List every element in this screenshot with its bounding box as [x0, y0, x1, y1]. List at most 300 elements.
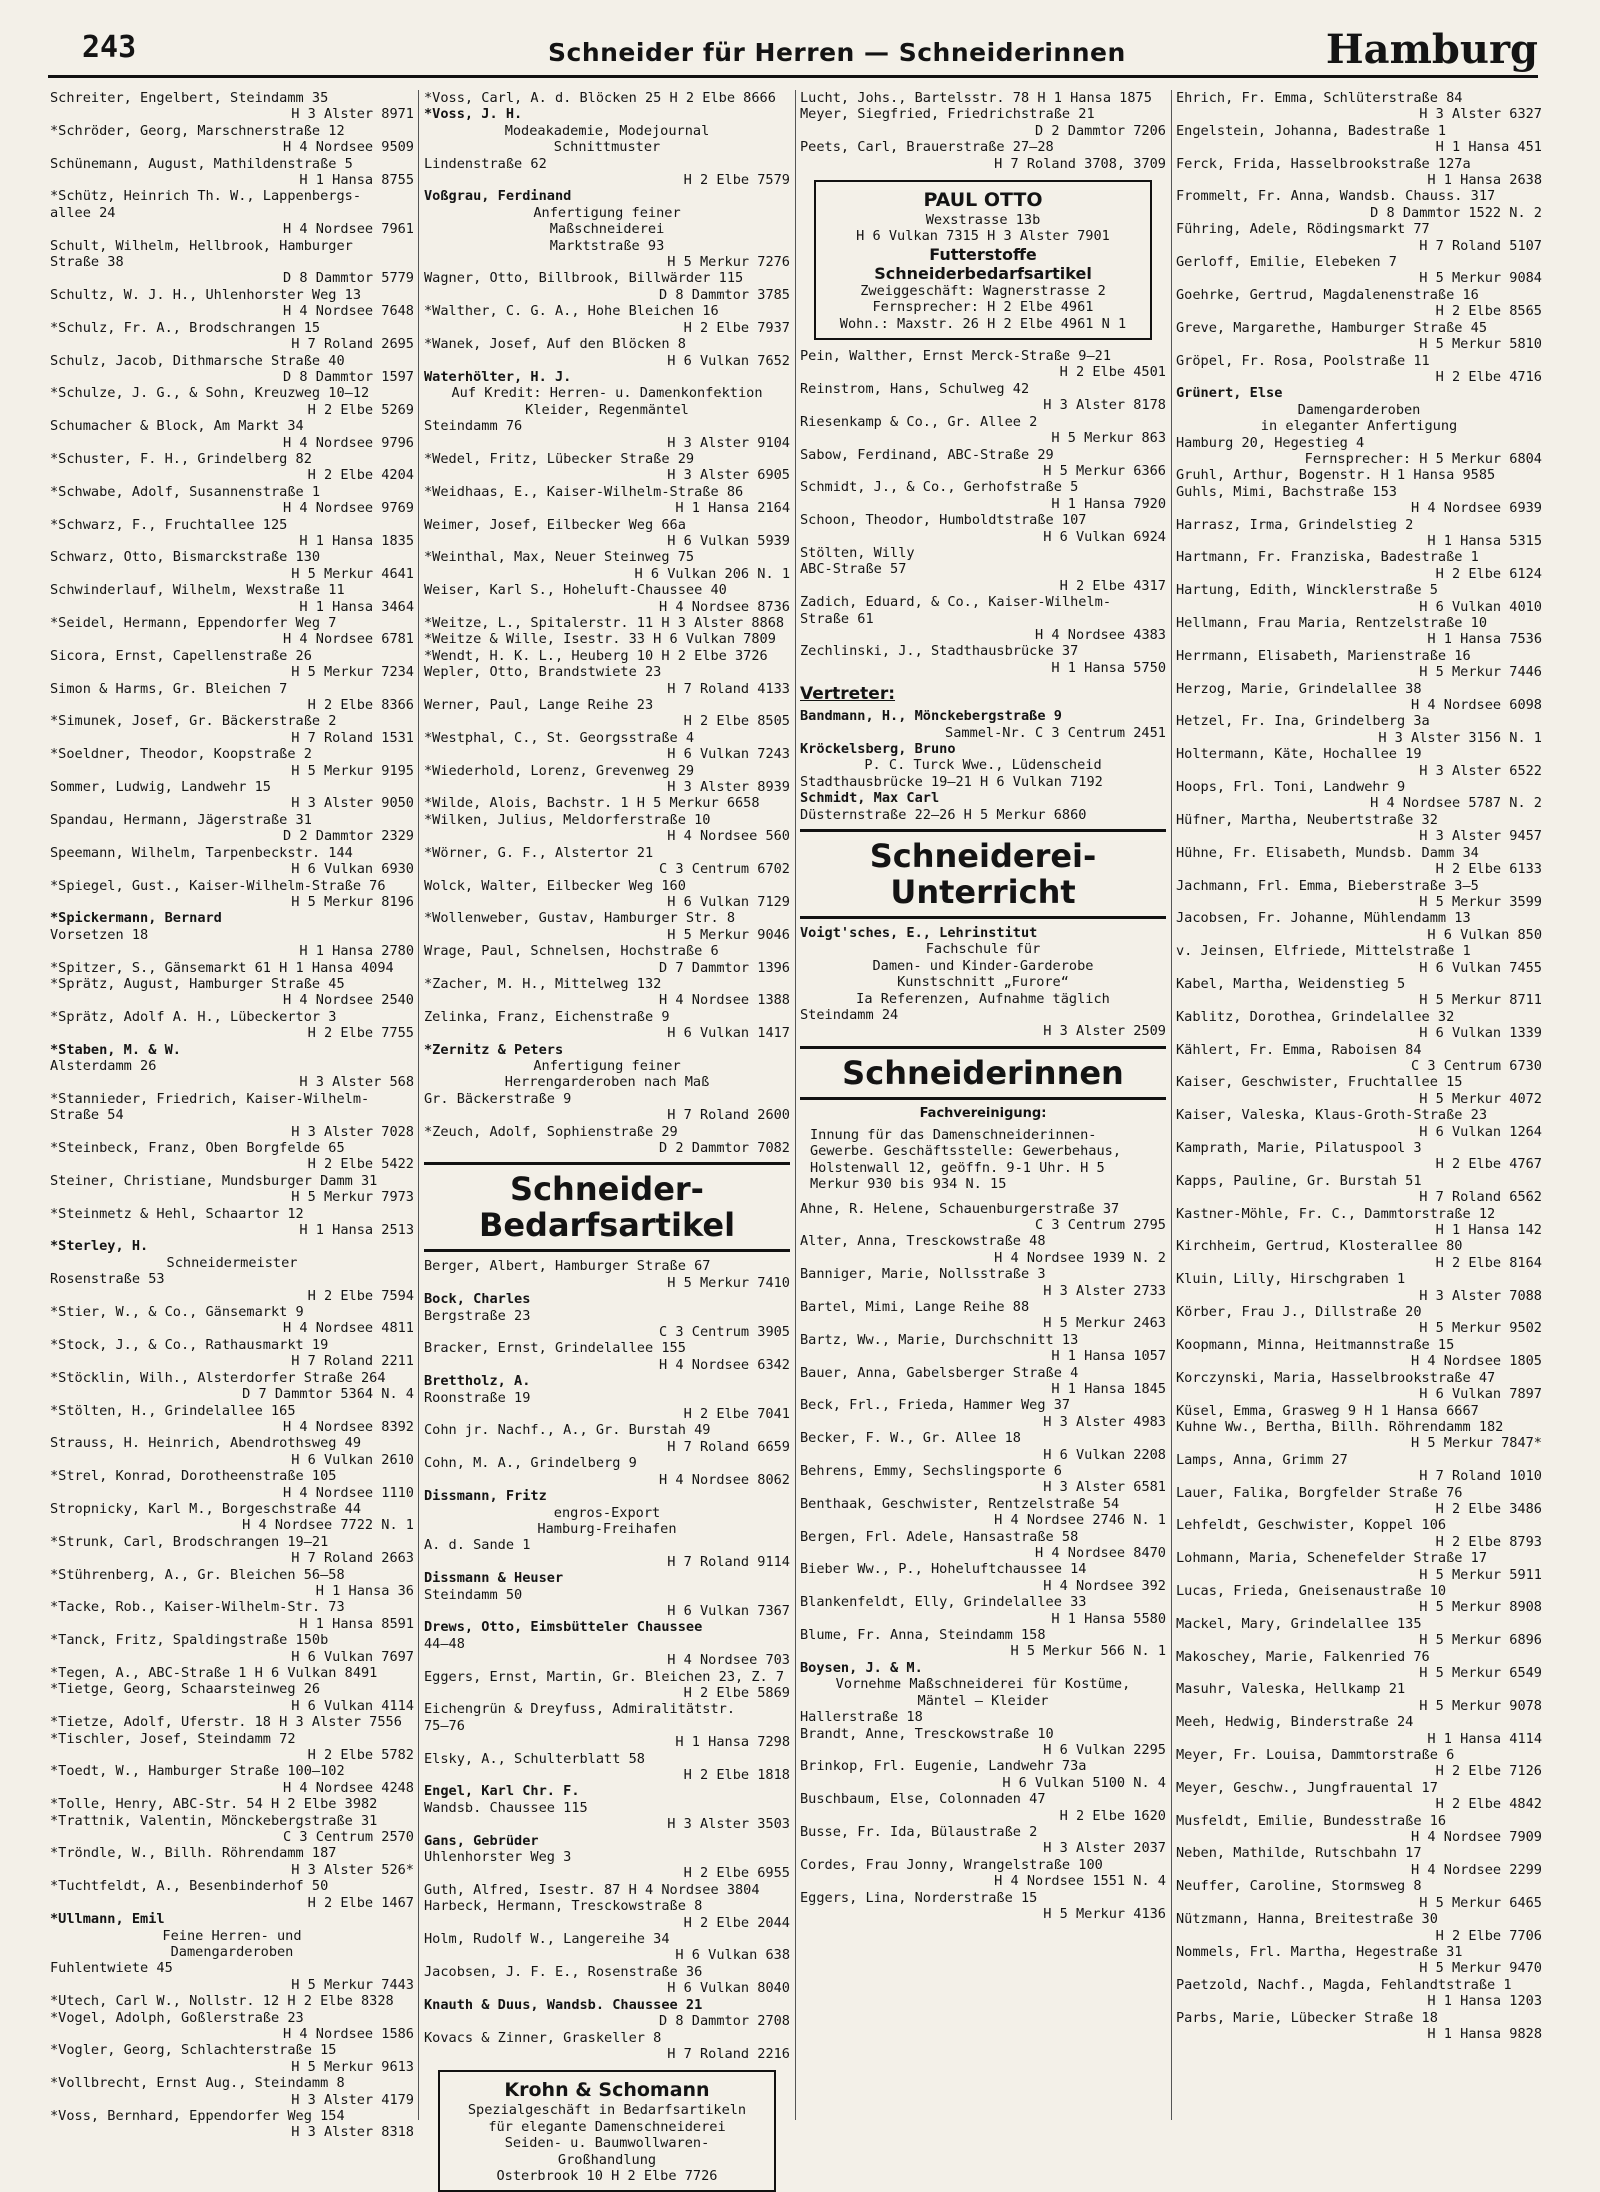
- directory-entry: [1176, 1485, 1542, 1518]
- entry-phone: H 3 Alster 4983: [1043, 1413, 1166, 1430]
- entry-text: Becker, F. W., Gr. Allee 18: [800, 1430, 1021, 1447]
- entry-phone: H 3 Alster 6327: [1419, 106, 1542, 123]
- directory-entry: [50, 1435, 414, 1468]
- entry-text: Bauer, Anna, Gabelsberger Straße 4: [800, 1364, 1079, 1381]
- entry-name-bold: *Staben, M. & W.: [50, 1041, 181, 1058]
- entry-description: Maßschneiderei: [549, 221, 665, 238]
- entry-text: *Schulze, J. G., & Sohn, Kreuzweg 10—12: [50, 385, 370, 402]
- entry-address: Roonstraße 19: [424, 1389, 531, 1406]
- column-4: [1176, 90, 1542, 2120]
- entry-name-bold: Gans, Gebrüder: [424, 1832, 539, 1849]
- entry-address: Wandsb. Chaussee 115: [424, 1799, 588, 1816]
- entry-name-bold: Knauth & Duus, Wandsb. Chaussee 21: [424, 1996, 703, 2013]
- entry-text: Musfeldt, Emilie, Bundesstraße 16: [1176, 1812, 1447, 1829]
- directory-entry: [1176, 845, 1542, 878]
- entry-text: Busse, Fr. Ida, Bülaustraße 2: [800, 1823, 1038, 1840]
- directory-entry: [800, 790, 1166, 823]
- directory-entry: [50, 1091, 414, 1140]
- directory-entry: [1176, 188, 1542, 221]
- entry-text: Lucas, Frieda, Gneisenaustraße 10: [1176, 1582, 1447, 1599]
- entry-phone: H 4 Nordsee 1939 N. 2: [994, 1249, 1166, 1266]
- entry-phone: H 1 Hansa 5315: [1427, 532, 1542, 549]
- entry-phone: H 6 Vulkan 1339: [1419, 1025, 1542, 1042]
- directory-entry: [800, 1791, 1166, 1824]
- entry-phone: H 4 Nordsee 8470: [1035, 1545, 1166, 1562]
- entry-phone: D 2 Dammtor 7206: [1035, 122, 1166, 139]
- entry-text: Hühne, Fr. Elisabeth, Mundsb. Damm 34: [1176, 844, 1479, 861]
- directory-entry: [1176, 1452, 1542, 1485]
- entry-name-bold: Voßgrau, Ferdinand: [424, 188, 572, 205]
- entry-phone: H 4 Nordsee 9509: [283, 139, 414, 156]
- entry-phone: D 8 Dammtor 3785: [659, 286, 790, 303]
- entry-text: Greve, Margarethe, Hamburger Straße 45: [1176, 319, 1487, 336]
- entry-text: Herrmann, Elisabeth, Marienstraße 16: [1176, 647, 1471, 664]
- listing-group: [800, 1201, 1166, 1923]
- directory-entry: [50, 1468, 414, 1501]
- entry-phone: C 3 Centrum 3905: [659, 1324, 790, 1341]
- directory-entry: [1176, 681, 1542, 714]
- entry-text: *Weinthal, Max, Neuer Steinweg 75: [424, 549, 695, 566]
- entry-text: Kovacs & Zinner, Graskeller 8: [424, 2029, 662, 2046]
- entry-description: Auf Kredit: Herren- u. Damenkonfektion: [451, 385, 763, 402]
- directory-entry: [800, 594, 1166, 643]
- entry-phone: H 6 Vulkan 7129: [667, 893, 790, 910]
- entry-description: engros-Export: [553, 1504, 661, 1521]
- entry-phone: H 6 Vulkan 7455: [1419, 959, 1542, 976]
- entry-phone: H 6 Vulkan 6930: [291, 861, 414, 878]
- entry-phone: H 6 Vulkan 8040: [667, 1980, 790, 1997]
- entry-text: Behrens, Emmy, Sechslingsporte 6: [800, 1463, 1062, 1479]
- listing-group: [424, 1258, 790, 2062]
- entry-text: Jacobsen, J. F. E., Rosenstraße 36: [424, 1963, 703, 1980]
- directory-entry: [1176, 1517, 1542, 1550]
- entry-phone: H 1 Hansa 3464: [299, 598, 414, 615]
- directory-entry: [424, 664, 790, 697]
- directory-entry: [424, 1455, 790, 1488]
- entry-text: *Wanek, Josef, Auf den Blöcken 8: [424, 336, 686, 353]
- directory-entry: [800, 545, 1166, 594]
- entry-description: Schnittmuster: [553, 139, 661, 156]
- directory-entry: [50, 2075, 414, 2108]
- directory-entry: [1176, 615, 1542, 648]
- directory-entry: [424, 1833, 790, 1882]
- entry-phone: H 5 Merkur 9046: [667, 926, 790, 943]
- directory-entry: [50, 287, 414, 320]
- entry-phone: H 6 Vulkan 7697: [291, 1648, 414, 1665]
- entry-text: Blankenfeldt, Elly, Grindelallee 33: [800, 1594, 1087, 1611]
- entry-address: Hallerstraße 18: [800, 1709, 923, 1726]
- entry-address: Straße 61: [800, 610, 874, 627]
- entry-phone: H 3 Alster 9050: [291, 795, 414, 812]
- directory-entry: [50, 910, 414, 959]
- directory-entry: [424, 648, 790, 664]
- entry-phone: H 3 Alster 9457: [1419, 828, 1542, 845]
- entry-text: Riesenkamp & Co., Gr. Allee 2: [800, 413, 1038, 430]
- directory-entry: [424, 517, 790, 550]
- entry-phone: H 2 Elbe 6133: [1435, 861, 1542, 878]
- entry-phone: H 2 Elbe 7579: [683, 172, 790, 189]
- entry-phone: H 3 Alster 9104: [667, 434, 790, 451]
- entry-text: *Tegen, A., ABC-Straße 1 H 6 Vulkan 8491: [50, 1665, 378, 1681]
- directory-entry: [1176, 1074, 1542, 1107]
- entry-phone: H 2 Elbe 8164: [1435, 1254, 1542, 1271]
- entry-text: *Spitzer, S., Gänsemarkt 61 H 1 Hansa 4094: [50, 959, 394, 976]
- directory-entry: [1176, 1878, 1542, 1911]
- entry-text: Körber, Frau J., Dillstraße 20: [1176, 1304, 1422, 1321]
- entry-text: Lauer, Falika, Borgfelder Straße 76: [1176, 1484, 1463, 1501]
- entry-name-bold: Voigt'sches, E., Lehrinstitut: [800, 925, 1038, 942]
- entry-text: *Schuster, F. H., Grindelberg 82: [50, 450, 312, 467]
- entry-text: Wagner, Otto, Billbrook, Billwärder 115: [424, 270, 744, 287]
- entry-phone: C 3 Centrum 2795: [1035, 1216, 1166, 1233]
- directory-entry: [50, 451, 414, 484]
- entry-phone: H 2 Elbe 4842: [1435, 1796, 1542, 1813]
- directory-entry: [424, 451, 790, 484]
- entry-text: Hartmann, Fr. Franziska, Badestraße 1: [1176, 549, 1479, 566]
- entry-text: Hoops, Frl. Toni, Landwehr 9: [1176, 779, 1406, 796]
- entry-text: *Toedt, W., Hamburger Straße 100—102: [50, 1763, 345, 1780]
- entry-text: Lehfeldt, Geschwister, Koppel 106: [1176, 1517, 1447, 1534]
- entry-text: *Sprätz, August, Hamburger Straße 45: [50, 975, 345, 992]
- entry-text: Beck, Frl., Frieda, Hammer Weg 37: [800, 1397, 1071, 1414]
- ad-line: Spezialgeschäft in Bedarfsartikeln: [467, 2102, 747, 2119]
- directory-entry: [424, 2030, 790, 2063]
- entry-description: Damen- und Kinder-Garderobe: [872, 957, 1094, 974]
- entry-name-bold: Boysen, J. & M.: [800, 1659, 923, 1676]
- city-title: Hamburg: [1325, 26, 1538, 73]
- entry-phone: H 4 Nordsee 6342: [659, 1356, 790, 1373]
- entry-text: Bieber Ww., P., Hoheluftchaussee 14: [800, 1561, 1087, 1578]
- entry-text: Schreiter, Engelbert, Steindamm 35: [50, 90, 329, 106]
- fachvereinigung-text: Innung für das Damenschneiderinnen-Gewerbe. Geschäftsstelle: Gewerbehaus, Holstenwall 12, geöffn. 9-1 Uhr. H 5 Merkur 930 bis 934 N. 15: [810, 1126, 1121, 1193]
- column-3: [800, 90, 1166, 2120]
- directory-entry: [800, 643, 1166, 676]
- directory-entry: [1176, 1813, 1542, 1846]
- entry-address: 75—76: [424, 1717, 465, 1734]
- directory-entry: [424, 90, 790, 106]
- directory-entry: [424, 845, 790, 878]
- entry-phone: D 7 Dammtor 5364 N. 4: [242, 1386, 414, 1403]
- directory-entry: [50, 1845, 414, 1878]
- entry-text: Zadich, Eduard, & Co., Kaiser-Wilhelm-: [800, 594, 1111, 611]
- entry-text: Kapps, Pauline, Gr. Burstah 51: [1176, 1172, 1422, 1189]
- entry-phone: H 2 Elbe 1818: [683, 1767, 790, 1783]
- directory-entry: [1176, 353, 1542, 386]
- entry-phone: H 5 Merkur 6549: [1419, 1665, 1542, 1681]
- banner-schneiderinnen: [800, 1046, 1166, 1100]
- entry-text: *Vogler, Georg, Schlachterstraße 15: [50, 2042, 337, 2059]
- directory-entry: [424, 1373, 790, 1422]
- directory-entry: [424, 1570, 790, 1619]
- entry-phone: H 3 Alster 526*: [291, 1861, 414, 1878]
- listing-group: [50, 90, 414, 2141]
- ad-line: Wohn.: Maxstr. 26 H 2 Elbe 4961 N 1: [839, 315, 1127, 332]
- entry-phone: H 2 Elbe 7126: [1435, 1763, 1542, 1780]
- entry-text: Wolck, Walter, Eilbecker Weg 160: [424, 877, 686, 894]
- directory-entry: [50, 1206, 414, 1239]
- entry-address: Steindamm 24: [800, 1007, 899, 1024]
- directory-entry: [50, 1878, 414, 1911]
- entry-text: Cohn, M. A., Grindelberg 9: [424, 1455, 637, 1472]
- entry-text: *Strunk, Carl, Brodschrangen 19—21: [50, 1533, 329, 1550]
- directory-entry: [1176, 1403, 1542, 1419]
- entry-text: *Westphal, C., St. Georgsstraße 4: [424, 729, 695, 746]
- entry-phone: H 2 Elbe 7937: [683, 319, 790, 336]
- entry-text: Weiser, Karl S., Hoheluft-Chaussee 40: [424, 582, 727, 599]
- directory-entry: [1176, 910, 1542, 943]
- entry-text: *Utech, Carl W., Nollstr. 12 H 2 Elbe 8328: [50, 1993, 394, 2010]
- directory-entry: [424, 270, 790, 303]
- entry-text: *Tanck, Fritz, Spaldingstraße 150b: [50, 1632, 329, 1649]
- directory-entry: [1176, 1238, 1542, 1271]
- entry-phone: H 1 Hansa 451: [1435, 139, 1542, 156]
- directory-entry: [1176, 1977, 1542, 2010]
- entry-description: Schneidermeister: [166, 1254, 298, 1271]
- directory-entry: [50, 2010, 414, 2043]
- ad-subtitle: Schneiderbedarfsartikel: [874, 263, 1092, 283]
- entry-text: Kablitz, Dorothea, Grindelallee 32: [1176, 1008, 1455, 1025]
- entry-address: Straße 54: [50, 1107, 124, 1124]
- directory-entry: [424, 878, 790, 911]
- directory-entry: [424, 188, 790, 270]
- directory-entry: [50, 1403, 414, 1436]
- directory-entry: [1176, 517, 1542, 550]
- entry-phone: H 1 Hansa 2780: [299, 943, 414, 960]
- directory-entry: [424, 795, 790, 811]
- directory-entry: [1176, 221, 1542, 254]
- entry-text: Holm, Rudolf W., Langereihe 34: [424, 1931, 670, 1948]
- directory-entry: [1176, 582, 1542, 615]
- entry-text: Makoschey, Marie, Falkenried 76: [1176, 1648, 1430, 1665]
- directory-entry: [800, 1758, 1166, 1791]
- entry-text: *Tischler, Josef, Steindamm 72: [50, 1730, 296, 1747]
- entry-phone: H 1 Hansa 7298: [675, 1734, 790, 1751]
- entry-text: *Trattnik, Valentin, Mönckebergstraße 31: [50, 1812, 378, 1829]
- entry-text: Cohn jr. Nachf., A., Gr. Burstah 49: [424, 1422, 711, 1439]
- directory-entry: [1176, 812, 1542, 845]
- entry-address: A. d. Sande 1: [424, 1537, 531, 1554]
- advertisement-krohn-schomann: [438, 2070, 776, 2192]
- directory-entry: [800, 1233, 1166, 1266]
- entry-text: Mackel, Mary, Grindelallee 135: [1176, 1615, 1422, 1632]
- entry-description: in eleganter Anfertigung: [1260, 418, 1458, 435]
- directory-entry: [424, 812, 790, 845]
- directory-entry: [424, 697, 790, 730]
- entry-text: Wepler, Otto, Brandstwiete 23: [424, 664, 662, 681]
- entry-text: *Schulz, Fr. A., Brodschrangen 15: [50, 319, 321, 336]
- directory-entry: [50, 1534, 414, 1567]
- entry-text: Jachmann, Frl. Emma, Bieberstraße 3—5: [1176, 877, 1479, 894]
- entry-phone: H 5 Merkur 9084: [1419, 270, 1542, 287]
- entry-text: *Vogel, Adolph, Goßlerstraße 23: [50, 2009, 304, 2026]
- directory-entry: [800, 1627, 1166, 1660]
- directory-entry: [50, 1763, 414, 1796]
- entry-phone: H 7 Roland 1531: [291, 729, 414, 746]
- directory-entry: [424, 336, 790, 369]
- entry-phone: H 3 Alster 3156 N. 1: [1378, 729, 1542, 746]
- entry-phone: H 6 Vulkan 2610: [291, 1451, 414, 1468]
- fachvereinigung-heading: Fachvereinigung:: [919, 1105, 1047, 1121]
- ad-line: Osterbrook 10 H 2 Elbe 7726: [496, 2167, 718, 2184]
- directory-entry: [424, 1340, 790, 1373]
- entry-phone: H 2 Elbe 7755: [307, 1025, 414, 1042]
- entry-phone: H 1 Hansa 4114: [1427, 1730, 1542, 1747]
- entry-text: Nommels, Frl. Martha, Hegestraße 31: [1176, 1943, 1463, 1960]
- entry-text: Gruhl, Arthur, Bogenstr. H 1 Hansa 9585: [1176, 467, 1496, 484]
- entry-phone: H 4 Nordsee 8062: [659, 1471, 790, 1488]
- banner-line: Bedarfsartikel: [478, 1206, 736, 1245]
- entry-text: Nützmann, Hanna, Breitestraße 30: [1176, 1911, 1438, 1928]
- directory-entry: [50, 1796, 414, 1812]
- directory-entry: [800, 1299, 1166, 1332]
- directory-entry: [50, 960, 414, 976]
- directory-entry: [424, 943, 790, 976]
- entry-text: *Stock, J., & Co., Rathausmarkt 19: [50, 1336, 329, 1353]
- entry-name-bold: *Ullmann, Emil: [50, 1911, 165, 1928]
- entry-text: *Tietge, Georg, Schaarsteinweg 26: [50, 1681, 321, 1698]
- page-header: [48, 26, 1538, 72]
- entry-text: *Tolle, Henry, ABC-Str. 54 H 2 Elbe 3982: [50, 1796, 378, 1813]
- entry-name-bold: Dissmann, Fritz: [424, 1488, 547, 1505]
- entry-text: Schulz, Jacob, Dithmarsche Straße 40: [50, 352, 345, 369]
- directory-entry: [1176, 2010, 1542, 2043]
- directory-entry: [50, 1173, 414, 1206]
- entry-address: 44—48: [424, 1635, 465, 1652]
- entry-phone: H 5 Merkur 566 N. 1: [1010, 1643, 1166, 1660]
- entry-text: Wrage, Paul, Schnelsen, Hochstraße 6: [424, 943, 719, 960]
- ad-line: Seiden- u. Baumwollwaren-: [504, 2135, 710, 2152]
- entry-text: *Voss, Bernhard, Eppendorfer Weg 154: [50, 2107, 345, 2124]
- entry-text: *Stöcklin, Wilh., Alsterdorfer Straße 264: [50, 1369, 386, 1386]
- directory-entry: [424, 1009, 790, 1042]
- entry-phone: H 6 Vulkan 2208: [1043, 1446, 1166, 1463]
- directory-entry: [1176, 484, 1542, 517]
- entry-phone: H 5 Merkur 7973: [291, 1189, 414, 1206]
- entry-phone: H 4 Nordsee 1110: [283, 1484, 414, 1501]
- directory-entry: [424, 549, 790, 582]
- entry-phone: H 7 Roland 3708, 3709: [994, 155, 1166, 172]
- entry-phone: H 1 Hansa 1835: [299, 532, 414, 549]
- entry-phone: H 7 Roland 9114: [667, 1553, 790, 1570]
- entry-phone: H 2 Elbe 4204: [307, 467, 414, 484]
- entry-name-bold: Bandmann, H., Mönckebergstraße 9: [800, 708, 1062, 725]
- entry-name-bold: Drews, Otto, Eimsbütteler Chaussee: [424, 1619, 703, 1636]
- entry-phone: H 4 Nordsee 7961: [283, 221, 414, 238]
- directory-entry: [1176, 713, 1542, 746]
- entry-address: Stadthausbrücke 19—21 H 6 Vulkan 7192: [800, 773, 1103, 790]
- entry-text: Zelinka, Franz, Eichenstraße 9: [424, 1008, 670, 1025]
- entry-text: Meyer, Fr. Louisa, Dammtorstraße 6: [1176, 1747, 1455, 1764]
- entry-name-bold: Waterhölter, H. J.: [424, 368, 572, 385]
- directory-entry: [424, 976, 790, 1009]
- banner-line: Schneiderinnen: [842, 1053, 1124, 1092]
- entry-text: *Stier, W., & Co., Gänsemarkt 9: [50, 1304, 304, 1321]
- entry-text: Banniger, Marie, Nollsstraße 3: [800, 1266, 1046, 1283]
- entry-phone: H 1 Hansa 2638: [1427, 172, 1542, 189]
- entry-description: Modeakademie, Modejournal: [504, 122, 710, 139]
- entry-phone: H 4 Nordsee 6098: [1411, 697, 1542, 714]
- entry-text: *Tuchtfeldt, A., Besenbinderhof 50: [50, 1878, 329, 1895]
- directory-entry: [800, 1496, 1166, 1529]
- entry-phone: H 3 Alster 3503: [667, 1816, 790, 1833]
- directory-entry: [50, 1304, 414, 1337]
- directory-entry: [1176, 1550, 1542, 1583]
- entry-phone: H 3 Alster 6905: [667, 467, 790, 484]
- directory-entry: [424, 1898, 790, 1931]
- entry-phone: H 5 Merkur 5810: [1419, 336, 1542, 353]
- entry-phone: H 2 Elbe 4767: [1435, 1156, 1542, 1173]
- entry-phone: H 7 Roland 6659: [667, 1438, 790, 1455]
- directory-entry: [424, 1488, 790, 1570]
- banner-schneider-bedarfsartikel: [424, 1162, 790, 1252]
- ad-title: Krohn & Schomann: [504, 2079, 710, 2102]
- entry-address: Alsterdamm 26: [50, 1057, 157, 1074]
- entry-address: Bergstraße 23: [424, 1307, 531, 1324]
- entry-phone: H 3 Alster 2509: [1043, 1023, 1166, 1040]
- directory-entry: [800, 1726, 1166, 1759]
- directory-entry: [424, 1964, 790, 1997]
- banner-schneiderei-unterricht: [800, 829, 1166, 919]
- ad-line: Zweiggeschäft: Wagnerstrasse 2: [860, 282, 1106, 299]
- directory-entry: [50, 746, 414, 779]
- directory-entry: [800, 90, 1166, 106]
- entry-text: Parbs, Marie, Lübecker Straße 18: [1176, 2009, 1438, 2026]
- entry-phone: H 7 Roland 5107: [1419, 237, 1542, 254]
- directory-entry: [800, 1890, 1166, 1923]
- entry-text: Korczynski, Maria, Hasselbrookstraße 47: [1176, 1369, 1496, 1386]
- directory-entry: [50, 1238, 414, 1304]
- directory-entry: [50, 484, 414, 517]
- directory-entry: [424, 303, 790, 336]
- entry-address: ABC-Straße 57: [800, 561, 907, 578]
- entry-phone: H 1 Hansa 1057: [1051, 1348, 1166, 1365]
- directory-entry: [800, 106, 1166, 139]
- directory-entry: [1176, 1206, 1542, 1239]
- directory-entry: [1176, 1140, 1542, 1173]
- entry-phone: H 6 Vulkan 638: [675, 1947, 790, 1964]
- entry-name-bold: *Zernitz & Peters: [424, 1041, 564, 1058]
- entry-text: Gerloff, Emilie, Elebeken 7: [1176, 254, 1397, 271]
- entry-text: Buschbaum, Else, Colonnaden 47: [800, 1791, 1046, 1808]
- directory-entry: [800, 1857, 1166, 1890]
- directory-entry: [424, 1291, 790, 1340]
- directory-entry: [424, 910, 790, 943]
- directory-entry: [424, 631, 790, 647]
- directory-entry: [1176, 1419, 1542, 1452]
- entry-phone: H 4 Nordsee 2540: [283, 992, 414, 1009]
- entry-phone: H 4 Nordsee 9796: [283, 434, 414, 451]
- directory-entry: [50, 1370, 414, 1403]
- entry-text: Führing, Adele, Rödingsmarkt 77: [1176, 221, 1430, 238]
- directory-entry: [50, 779, 414, 812]
- directory-entry: [50, 582, 414, 615]
- entry-description: Feine Herren- und: [162, 1927, 302, 1944]
- entry-text: Berger, Albert, Hamburger Straße 67: [424, 1258, 711, 1275]
- entry-text: Meyer, Siegfried, Friedrichstraße 21: [800, 106, 1095, 123]
- entry-text: Cordes, Frau Jonny, Wrangelstraße 100: [800, 1856, 1103, 1873]
- entry-text: Kuhne Ww., Bertha, Billh. Röhrendamm 182: [1176, 1418, 1504, 1435]
- entry-phone: H 7 Roland 2695: [291, 336, 414, 353]
- entry-phone: H 7 Roland 4133: [667, 680, 790, 697]
- column-divider: [1171, 90, 1172, 2120]
- entry-text: *Schütz, Heinrich Th. W., Lappenbergs-: [50, 188, 361, 205]
- entry-text: Werner, Paul, Lange Reihe 23: [424, 697, 654, 714]
- entry-phone: H 1 Hansa 9828: [1427, 2025, 1542, 2042]
- entry-phone: H 2 Elbe 1620: [1059, 1807, 1166, 1824]
- entry-text: *Tietze, Adolf, Uferstr. 18 H 3 Alster 7556: [50, 1714, 402, 1731]
- entry-text: *Wollenweber, Gustav, Hamburger Str. 8: [424, 910, 735, 927]
- entry-text: Brandt, Anne, Tresckowstraße 10: [800, 1725, 1054, 1742]
